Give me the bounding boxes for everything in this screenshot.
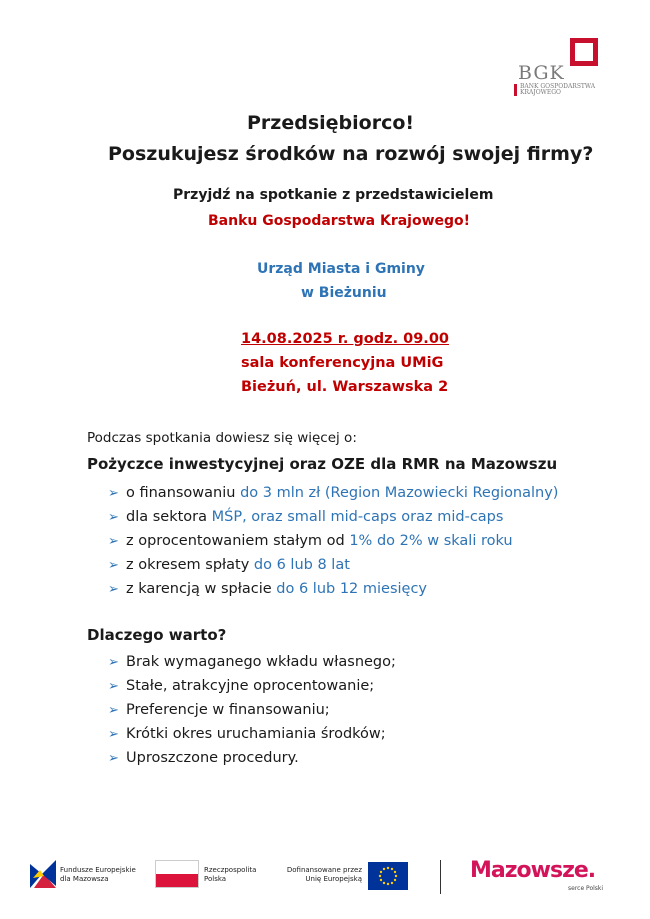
list-item: ➢ Krótki okres uruchamiania środków; [108, 722, 396, 746]
arrow-right-icon: ➢ [108, 751, 119, 766]
arrow-right-icon: ➢ [108, 703, 119, 718]
event-room: sala konferencyjna UMiG [241, 355, 444, 371]
fundusze-europejskie-icon [30, 860, 56, 888]
list-item: ➢ o finansowaniu do 3 mln zł (Region Mazowiecki Regionalny) [108, 481, 558, 505]
arrow-right-icon: ➢ [108, 655, 119, 670]
footer-logos [0, 850, 650, 910]
rp-text: Rzeczpospolita Polska [204, 866, 257, 883]
arrow-right-icon: ➢ [108, 679, 119, 694]
eu-text: Dofinansowane przez Unię Europejską [286, 866, 362, 883]
bgk-logo-accent [514, 84, 517, 96]
mazowsze-tagline: serce Polski [568, 885, 604, 892]
arrow-right-icon: ➢ [108, 558, 119, 573]
arrow-right-icon: ➢ [108, 727, 119, 742]
venue-line1: Urząd Miasta i Gminy [257, 261, 425, 277]
eu-flag-icon [368, 862, 408, 890]
list-item: ➢ dla sektora MŚP, oraz small mid-caps oraz mid-caps [108, 505, 558, 529]
details-list [108, 481, 558, 601]
invite-line1: Przyjdź na spotkanie z przedstawicielem [173, 187, 494, 203]
why-list [108, 650, 396, 770]
footer-divider [440, 860, 441, 894]
why-title: Dlaczego warto? [87, 626, 227, 644]
event-address: Bieżuń, ul. Warszawska 2 [241, 379, 449, 395]
bgk-logo [514, 38, 604, 102]
arrow-right-icon: ➢ [108, 510, 119, 525]
list-item: ➢ z oprocentowaniem stałym od 1% do 2% w skali roku [108, 529, 558, 553]
list-item: ➢ Uproszczone procedury. [108, 746, 396, 770]
list-item: ➢ z okresem spłaty do 6 lub 8 lat [108, 553, 558, 577]
list-item: ➢ Stałe, atrakcyjne oprocentowanie; [108, 674, 396, 698]
poland-flag-icon [155, 860, 199, 888]
bgk-logo-square-icon [570, 38, 598, 66]
arrow-right-icon: ➢ [108, 582, 119, 597]
list-item: ➢ Preferencje w finansowaniu; [108, 698, 396, 722]
heading-line1: Przedsiębiorco! [247, 112, 415, 134]
arrow-right-icon: ➢ [108, 534, 119, 549]
invite-line2: Banku Gospodarstwa Krajowego! [208, 213, 471, 229]
list-item: ➢ Brak wymaganego wkładu własnego; [108, 650, 396, 674]
bgk-logo-name: BGK [518, 62, 565, 84]
event-datetime: 14.08.2025 r. godz. 09.00 [241, 331, 449, 347]
details-title: Pożyczce inwestycyjnej oraz OZE dla RMR na Mazowszu [87, 455, 558, 473]
bgk-logo-subtitle: BANK GOSPODARSTWA KRAJOWEGO [520, 83, 596, 96]
fe-text: Fundusze Europejskie dla Mazowsza [60, 866, 136, 883]
venue-line2: w Bieżuniu [301, 285, 387, 301]
details-intro: Podczas spotkania dowiesz się więcej o: [87, 430, 357, 446]
heading-line2: Poszukujesz środków na rozwój swojej firmy? [108, 143, 594, 165]
arrow-right-icon: ➢ [108, 486, 119, 501]
mazowsze-logo: Mazowsze. [470, 858, 596, 883]
list-item: ➢ z karencją w spłacie do 6 lub 12 miesięcy [108, 577, 558, 601]
